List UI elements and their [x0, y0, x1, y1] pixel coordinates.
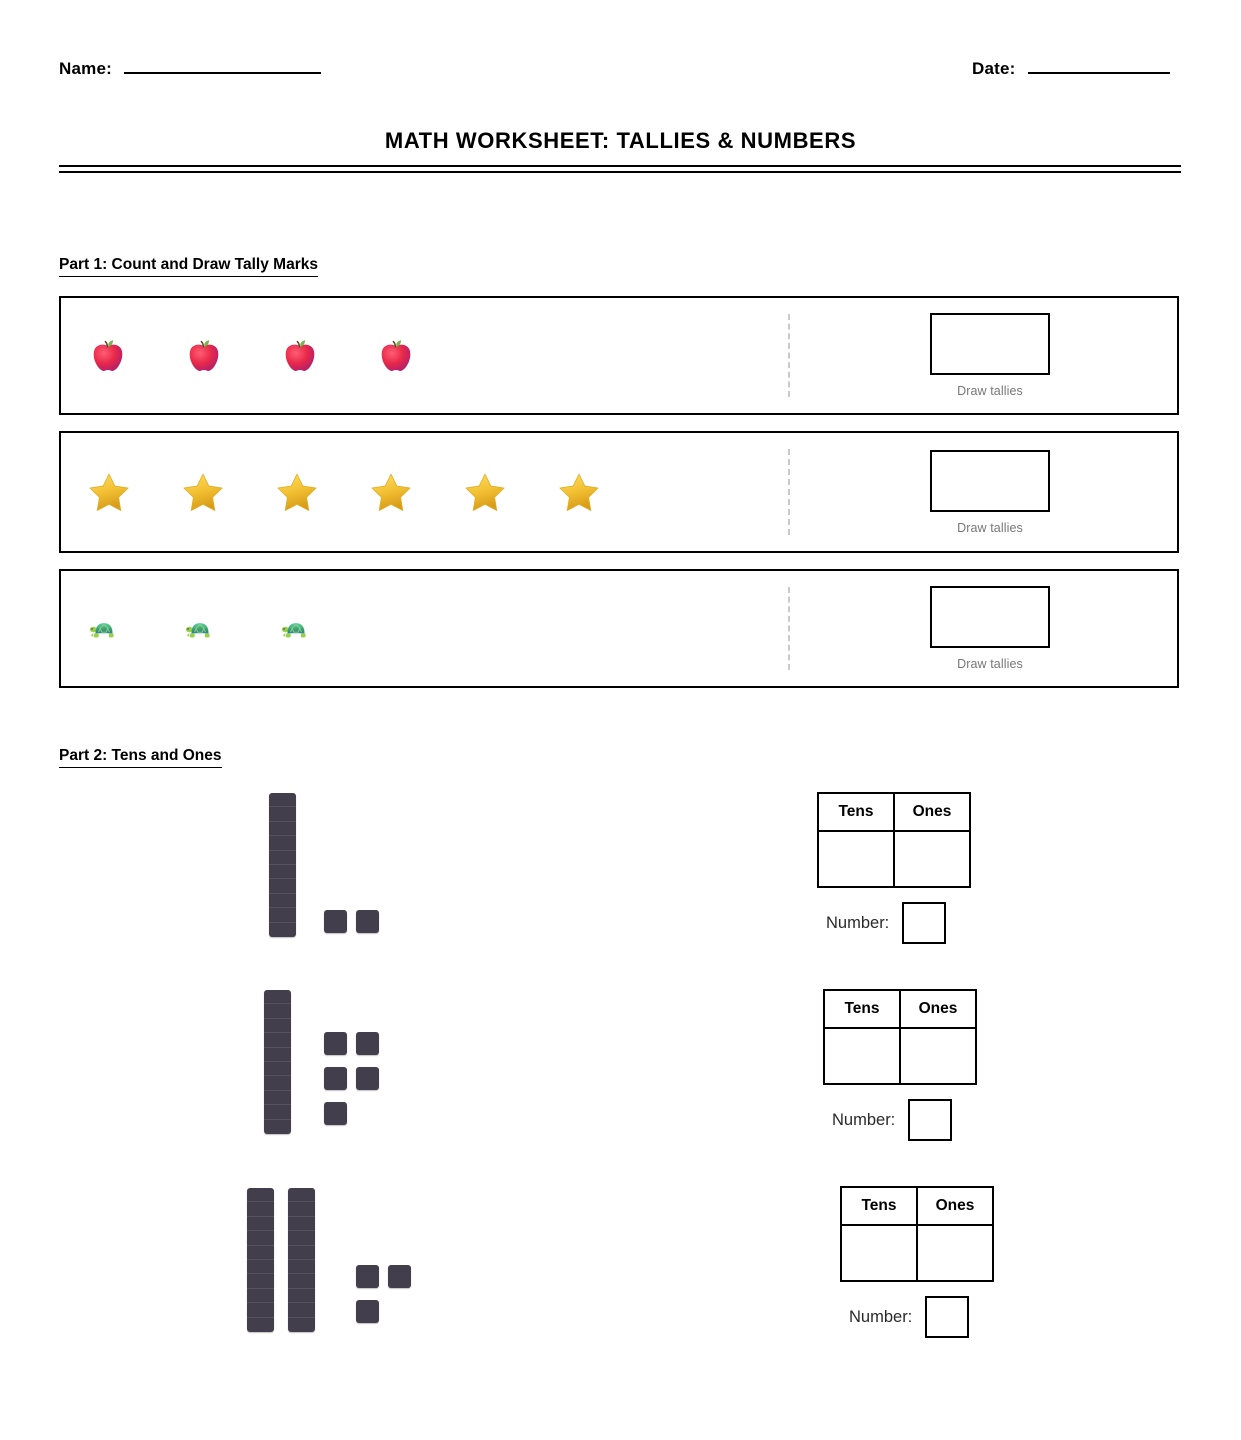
tally-caption: Draw tallies	[957, 657, 1023, 671]
cube-line	[324, 1020, 388, 1055]
number-answer-box[interactable]	[902, 902, 946, 944]
unit-cube	[388, 1265, 411, 1288]
ones-header: Ones	[894, 793, 970, 831]
unit-cubes-area	[356, 1253, 420, 1323]
table-row	[824, 1028, 976, 1084]
rod-segment	[264, 1105, 291, 1119]
tens-answer-cell[interactable]	[824, 1028, 900, 1084]
name-blank-line[interactable]	[124, 58, 321, 74]
rod-segment	[288, 1188, 315, 1202]
apple-icon	[87, 335, 129, 377]
date-field-group	[972, 58, 1170, 79]
rod-segment	[247, 1260, 274, 1274]
rod-segment	[288, 1289, 315, 1303]
rod-segment	[288, 1217, 315, 1231]
cube-line	[324, 1055, 388, 1090]
rod-segment	[269, 865, 296, 879]
unit-cube	[324, 1102, 347, 1125]
worksheet-header	[0, 58, 1241, 92]
place-value-table	[823, 989, 977, 1085]
tally-problem-row	[59, 296, 1179, 415]
cube-line	[356, 1288, 420, 1323]
unit-cubes-area	[324, 898, 388, 933]
name-label: Name:	[59, 59, 112, 78]
ten-rod	[288, 1188, 315, 1332]
rod-segment	[269, 822, 296, 836]
ten-rod	[269, 793, 296, 937]
turtle-icon	[87, 612, 121, 646]
table-header-row	[841, 1187, 993, 1225]
apple-icon	[183, 335, 225, 377]
tally-problem-row	[59, 431, 1179, 553]
unit-cube	[356, 1265, 379, 1288]
tally-answer-box[interactable]	[930, 313, 1050, 375]
rod-segment	[264, 1076, 291, 1090]
rod-segment	[269, 851, 296, 865]
table-header-row	[824, 990, 976, 1028]
tens-answer-cell[interactable]	[818, 831, 894, 887]
turtle-icon	[279, 612, 313, 646]
number-label: Number:	[826, 913, 890, 932]
rod-segment	[288, 1303, 315, 1317]
unit-cube	[324, 1032, 347, 1055]
rod-segment	[264, 1062, 291, 1076]
unit-cube	[356, 910, 379, 933]
unit-cube	[324, 1067, 347, 1090]
star-icon	[557, 470, 601, 514]
ones-answer-cell[interactable]	[917, 1225, 993, 1281]
rod-segment	[247, 1202, 274, 1216]
place-value-group	[840, 1186, 994, 1338]
apple-icon	[279, 335, 321, 377]
title-double-rule	[59, 165, 1181, 173]
unit-cube	[356, 1032, 379, 1055]
cube-line	[324, 898, 388, 933]
turtle-icon	[183, 612, 217, 646]
tally-problem-row	[59, 569, 1179, 688]
rod-segment	[288, 1246, 315, 1260]
number-label: Number:	[849, 1307, 913, 1326]
rod-segment	[264, 1120, 291, 1134]
rod-segment	[264, 1091, 291, 1105]
number-answer-line	[817, 902, 971, 944]
row-divider	[788, 314, 790, 397]
place-value-group	[817, 792, 971, 944]
rod-segment	[269, 923, 296, 937]
star-icon	[275, 470, 319, 514]
number-answer-line	[823, 1099, 977, 1141]
ten-rod	[264, 990, 291, 1134]
unit-cube	[356, 1067, 379, 1090]
rod-segment	[269, 894, 296, 908]
unit-cubes-area	[324, 1020, 388, 1125]
cube-line	[324, 1090, 388, 1125]
rod-segment	[269, 908, 296, 922]
rod-segment	[288, 1202, 315, 1216]
rod-segment	[269, 879, 296, 893]
place-value-table	[817, 792, 971, 888]
number-label: Number:	[832, 1110, 896, 1129]
ones-answer-cell[interactable]	[894, 831, 970, 887]
rod-segment	[264, 990, 291, 1004]
star-icon	[87, 470, 131, 514]
cube-line	[356, 1253, 420, 1288]
tens-header: Tens	[824, 990, 900, 1028]
table-header-row	[818, 793, 970, 831]
tens-answer-cell[interactable]	[841, 1225, 917, 1281]
ones-answer-cell[interactable]	[900, 1028, 976, 1084]
rod-segment	[288, 1274, 315, 1288]
tens-header: Tens	[841, 1187, 917, 1225]
date-blank-line[interactable]	[1028, 58, 1170, 74]
date-label: Date:	[972, 59, 1016, 78]
icon-strip-stars	[61, 433, 651, 551]
table-row	[818, 831, 970, 887]
rod-segment	[269, 793, 296, 807]
base-ten-blocks	[264, 990, 388, 1134]
icon-strip-turtles	[61, 571, 375, 686]
apple-icon	[375, 335, 417, 377]
rod-segment	[269, 807, 296, 821]
rod-segment	[247, 1246, 274, 1260]
rod-segment	[247, 1303, 274, 1317]
tally-answer-box[interactable]	[930, 586, 1050, 648]
page-title: MATH WORKSHEET: TALLIES & NUMBERS	[384, 128, 857, 153]
rod-segment	[288, 1231, 315, 1245]
row-divider	[788, 449, 790, 535]
rod-segment	[288, 1260, 315, 1274]
unit-cube	[356, 1300, 379, 1323]
rod-segment	[247, 1188, 274, 1202]
rod-segment	[247, 1318, 274, 1332]
number-answer-line	[840, 1296, 994, 1338]
tens-header: Tens	[818, 793, 894, 831]
tally-caption: Draw tallies	[957, 384, 1023, 398]
tally-answer-zone	[865, 571, 1115, 686]
rod-segment	[264, 1004, 291, 1018]
rod-segment	[264, 1048, 291, 1062]
rod-segment	[247, 1217, 274, 1231]
icon-strip-apples	[61, 298, 471, 413]
title-rule-top	[59, 165, 1181, 167]
tally-answer-zone	[865, 433, 1115, 551]
name-field-group	[59, 58, 321, 79]
part2-heading: Part 2: Tens and Ones	[59, 747, 222, 768]
number-answer-box[interactable]	[925, 1296, 969, 1338]
ten-rod	[247, 1188, 274, 1332]
number-answer-box[interactable]	[908, 1099, 952, 1141]
table-row	[841, 1225, 993, 1281]
ones-header: Ones	[900, 990, 976, 1028]
unit-cube	[324, 910, 347, 933]
rod-segment	[288, 1318, 315, 1332]
part1-heading: Part 1: Count and Draw Tally Marks	[59, 256, 318, 277]
rod-segment	[264, 1033, 291, 1047]
row-divider	[788, 587, 790, 670]
star-icon	[181, 470, 225, 514]
base-ten-blocks	[269, 793, 388, 937]
ones-header: Ones	[917, 1187, 993, 1225]
tally-caption: Draw tallies	[957, 520, 1023, 535]
title-rule-bottom	[59, 171, 1181, 173]
rod-segment	[264, 1019, 291, 1033]
place-value-group	[823, 989, 977, 1141]
rod-segment	[269, 836, 296, 850]
place-value-table	[840, 1186, 994, 1282]
star-icon	[369, 470, 413, 514]
star-icon	[463, 470, 507, 514]
base-ten-blocks	[247, 1188, 420, 1332]
rod-segment	[247, 1231, 274, 1245]
tally-answer-box[interactable]	[930, 450, 1050, 512]
rod-segment	[247, 1289, 274, 1303]
tally-answer-zone	[865, 298, 1115, 413]
rod-segment	[247, 1274, 274, 1288]
